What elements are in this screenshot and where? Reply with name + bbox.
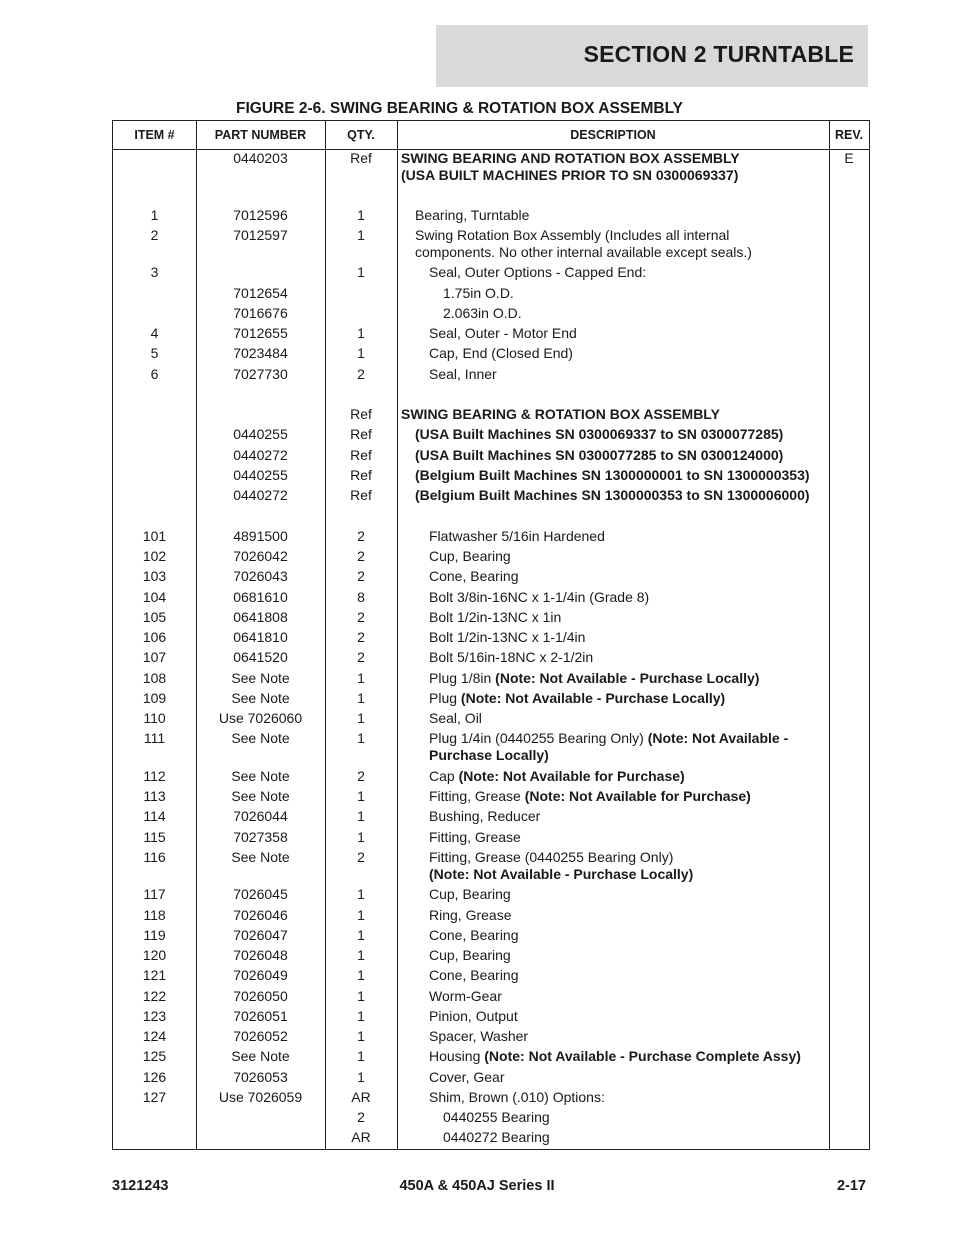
part-number-cell: 7027358 <box>233 829 288 845</box>
description-cell <box>401 947 859 964</box>
item-number-cell: 102 <box>142 548 167 564</box>
description-text: 0440272 Bearing <box>443 1129 550 1145</box>
qty-cell: Ref <box>350 426 372 442</box>
description-cell <box>401 609 859 626</box>
description-text: Bearing, Turntable <box>415 207 530 223</box>
description-cell <box>401 305 873 322</box>
description-cell <box>401 1129 873 1146</box>
item-number-cell: 4 <box>150 325 159 341</box>
item-number-cell: 103 <box>142 568 167 584</box>
description-cell <box>401 568 859 585</box>
part-number-cell: 7012597 <box>233 227 288 243</box>
qty-cell: 1 <box>357 808 365 824</box>
part-number-cell: 7026048 <box>233 947 288 963</box>
item-number-cell: 115 <box>143 829 166 845</box>
part-number-cell: See Note <box>231 690 290 706</box>
description-cell <box>401 649 859 666</box>
description-cell <box>401 589 859 606</box>
part-number-cell: 7026051 <box>233 1008 288 1024</box>
column-header-item: ITEM # <box>134 128 175 142</box>
part-number-cell: 0440272 <box>233 447 288 463</box>
description-text: (Belgium Built Machines SN 1300000353 to SN 1300006000) <box>415 487 810 503</box>
part-number-cell: 0440272 <box>233 487 288 503</box>
description-note: (Note: Not Available - Purchase Complete Assy) <box>484 1048 801 1064</box>
qty-cell: 2 <box>357 649 365 665</box>
description-text: Cover, Gear <box>429 1069 505 1085</box>
figure-title: FIGURE 2-6. SWING BEARING & ROTATION BOX ASSEMBLY <box>236 100 683 117</box>
column-header-description: DESCRIPTION <box>570 128 656 142</box>
description-text: Bolt 1/2in-13NC x 1-1/4in <box>429 629 586 645</box>
description-cell <box>401 325 859 342</box>
item-number-cell: 125 <box>142 1048 167 1064</box>
part-number-cell: 7026045 <box>233 886 288 902</box>
description-note: (Note: Not Available - Purchase Locally) <box>460 690 726 706</box>
item-number-cell: 124 <box>142 1028 167 1044</box>
qty-cell: 2 <box>357 568 365 584</box>
description-text: (Belgium Built Machines SN 1300000001 to SN 1300000353) <box>415 467 810 483</box>
parts-table <box>112 120 870 1150</box>
qty-cell: 1 <box>357 730 365 746</box>
footer-doc-number: 3121243 <box>112 1178 169 1194</box>
qty-cell: 1 <box>357 829 365 845</box>
section-title: SECTION 2 TURNTABLE <box>583 41 854 67</box>
description-cell <box>401 808 859 825</box>
description-text: Plug 1/4in (0440255 Bearing Only) <box>429 730 648 746</box>
description-cell <box>401 1048 859 1065</box>
item-number-cell: 119 <box>143 927 166 943</box>
description-text: Cup, Bearing <box>429 548 511 564</box>
footer-model: 450A & 450AJ Series II <box>399 1178 555 1194</box>
item-number-cell: 112 <box>143 768 166 784</box>
part-number-cell: 7012655 <box>233 325 288 341</box>
item-number-cell: 123 <box>142 1008 167 1024</box>
description-text: Shim, Brown (.010) Options: <box>429 1089 605 1105</box>
description-text: Seal, Outer Options - Capped End: <box>429 264 647 280</box>
item-number-cell: 5 <box>150 345 159 361</box>
description-continuation: (Note: Not Available - Purchase Locally) <box>429 866 694 882</box>
description-text: (USA Built Machines SN 0300077285 to SN 0300124000) <box>415 447 784 463</box>
description-text: Plug 1/8in <box>429 670 496 686</box>
qty-cell: Ref <box>350 406 372 422</box>
qty-cell: Ref <box>350 487 372 503</box>
description-cell <box>401 849 859 883</box>
section-banner <box>436 25 868 87</box>
qty-cell: 1 <box>357 1069 365 1085</box>
item-number-cell: 105 <box>142 609 167 625</box>
qty-cell: 1 <box>357 947 365 963</box>
part-number-cell: See Note <box>231 768 290 784</box>
description-text: Seal, Outer - Motor End <box>429 325 577 341</box>
qty-cell: Ref <box>350 150 372 166</box>
part-number-cell: 4891500 <box>233 528 288 544</box>
item-number-cell: 108 <box>142 670 167 686</box>
qty-cell: 1 <box>357 967 365 983</box>
part-number-cell: 7026044 <box>233 808 288 824</box>
description-text: Flatwasher 5/16in Hardened <box>429 528 605 544</box>
qty-cell: Ref <box>350 467 372 483</box>
item-number-cell: 126 <box>142 1069 167 1085</box>
description-text: SWING BEARING & ROTATION BOX ASSEMBLY <box>401 406 720 422</box>
description-cell <box>401 1089 859 1106</box>
description-cell <box>401 207 845 224</box>
item-number-cell: 117 <box>143 886 166 902</box>
part-number-cell: 0440203 <box>233 150 288 166</box>
description-text: Ring, Grease <box>429 907 512 923</box>
description-continuation: (USA BUILT MACHINES PRIOR TO SN 0300069337) <box>401 167 739 183</box>
description-text: Fitting, Grease <box>429 829 521 845</box>
description-text: Cap, End (Closed End) <box>429 345 573 361</box>
item-number-cell: 109 <box>142 690 167 706</box>
part-number-cell: 7012596 <box>233 207 288 223</box>
description-cell <box>401 345 859 362</box>
qty-cell: 2 <box>357 629 365 645</box>
description-text: (USA Built Machines SN 0300069337 to SN 0300077285) <box>415 426 784 442</box>
description-cell <box>401 285 873 302</box>
item-number-cell: 110 <box>143 710 166 726</box>
description-note: (Note: Not Available for Purchase) <box>524 788 751 804</box>
qty-cell: AR <box>351 1089 371 1105</box>
part-number-cell: Use 7026059 <box>218 1089 303 1105</box>
description-continuation: Purchase Locally) <box>429 747 549 763</box>
description-cell <box>401 467 845 484</box>
item-number-cell: 114 <box>143 808 166 824</box>
qty-cell: 1 <box>357 788 365 804</box>
description-cell <box>401 886 859 903</box>
qty-cell: 2 <box>357 1109 365 1125</box>
qty-cell: 2 <box>357 528 365 544</box>
description-cell <box>401 629 859 646</box>
description-cell <box>401 406 831 423</box>
description-cell <box>401 366 859 383</box>
description-text: Bushing, Reducer <box>429 808 541 824</box>
column-divider <box>397 121 398 1149</box>
part-number-cell: 7026053 <box>233 1069 288 1085</box>
description-text: Cone, Bearing <box>429 927 519 943</box>
description-text: Bolt 3/8in-16NC x 1-1/4in (Grade 8) <box>429 589 650 605</box>
description-note: (Note: Not Available - Purchase Locally) <box>495 670 760 686</box>
description-text: Housing <box>429 1048 485 1064</box>
part-number-cell: 7016676 <box>233 305 288 321</box>
qty-cell: 2 <box>357 609 365 625</box>
column-header-part-number: PART NUMBER <box>214 128 307 142</box>
qty-cell: 8 <box>357 589 365 605</box>
part-number-cell: See Note <box>231 849 290 865</box>
description-cell <box>401 528 859 545</box>
column-header-rev: REV. <box>834 128 864 142</box>
description-cell <box>401 1109 873 1126</box>
part-number-cell: See Note <box>231 788 290 804</box>
part-number-cell: Use 7026060 <box>218 710 303 726</box>
qty-cell: 1 <box>357 886 365 902</box>
qty-cell: 1 <box>357 227 365 243</box>
description-text: Cone, Bearing <box>429 967 519 983</box>
qty-cell: 1 <box>357 207 365 223</box>
description-text: Cup, Bearing <box>429 947 511 963</box>
qty-cell: 1 <box>357 690 365 706</box>
part-number-cell: 7026050 <box>233 988 288 1004</box>
description-text: Cap <box>429 768 459 784</box>
item-number-cell: 6 <box>150 366 159 382</box>
description-cell <box>401 710 859 727</box>
description-text: Fitting, Grease (0440255 Bearing Only) <box>429 849 674 865</box>
part-number-cell: 7027730 <box>233 366 288 382</box>
qty-cell: 1 <box>357 1048 365 1064</box>
qty-cell: 1 <box>357 670 365 686</box>
part-number-cell: 7026043 <box>233 568 288 584</box>
part-number-cell: 0440255 <box>233 426 288 442</box>
part-number-cell: 7026042 <box>233 548 288 564</box>
part-number-cell: 7026052 <box>233 1028 288 1044</box>
part-number-cell: 0641810 <box>233 629 288 645</box>
part-number-cell: See Note <box>231 670 290 686</box>
qty-cell: 1 <box>357 345 365 361</box>
item-number-cell: 3 <box>150 264 159 280</box>
description-text: Cup, Bearing <box>429 886 511 902</box>
description-cell <box>401 447 845 464</box>
part-number-cell: 0641520 <box>233 649 288 665</box>
description-text: Seal, Inner <box>429 366 497 382</box>
description-cell <box>401 768 859 785</box>
qty-cell: 2 <box>357 849 365 865</box>
part-number-cell: See Note <box>231 730 290 746</box>
item-number-cell: 1 <box>150 207 159 223</box>
rev-cell: E <box>844 150 854 166</box>
description-text: Bolt 1/2in-13NC x 1in <box>429 609 562 625</box>
qty-cell: 2 <box>357 366 365 382</box>
item-number-cell: 2 <box>150 227 159 243</box>
description-text: Swing Rotation Box Assembly (Includes all internal <box>415 227 730 243</box>
description-note: (Note: Not Available - <box>647 730 789 746</box>
item-number-cell: 111 <box>143 730 166 746</box>
description-cell <box>401 264 859 281</box>
qty-cell: 1 <box>357 325 365 341</box>
qty-cell: 1 <box>357 264 365 280</box>
description-text: Spacer, Washer <box>429 1028 529 1044</box>
item-number-cell: 113 <box>143 788 166 804</box>
qty-cell: 1 <box>357 907 365 923</box>
description-note: (Note: Not Available for Purchase) <box>458 768 685 784</box>
description-text: Cone, Bearing <box>429 568 519 584</box>
item-number-cell: 118 <box>143 907 166 923</box>
item-number-cell: 116 <box>143 849 166 865</box>
part-number-cell: 7012654 <box>233 285 288 301</box>
part-number-cell: 0440255 <box>233 467 288 483</box>
description-cell <box>401 227 845 261</box>
description-text: 2.063in O.D. <box>443 305 522 321</box>
description-text: Plug <box>429 690 461 706</box>
footer-page-number: 2-17 <box>836 1178 866 1194</box>
item-number-cell: 101 <box>142 528 167 544</box>
item-number-cell: 107 <box>142 649 167 665</box>
description-cell <box>401 907 859 924</box>
description-text: 1.75in O.D. <box>443 285 514 301</box>
qty-cell: 1 <box>357 988 365 1004</box>
qty-cell: 1 <box>357 927 365 943</box>
description-text: Bolt 5/16in-18NC x 2-1/2in <box>429 649 594 665</box>
description-cell <box>401 967 859 984</box>
qty-cell: Ref <box>350 447 372 463</box>
description-cell <box>401 927 859 944</box>
qty-cell: 2 <box>357 768 365 784</box>
item-number-cell: 106 <box>142 629 167 645</box>
qty-cell: 1 <box>357 710 365 726</box>
description-cell <box>401 788 859 805</box>
item-number-cell: 127 <box>142 1089 167 1105</box>
column-header-qty: QTY. <box>347 128 375 142</box>
part-number-cell: 7026047 <box>233 927 288 943</box>
description-cell <box>401 829 859 846</box>
item-number-cell: 122 <box>142 988 167 1004</box>
description-cell <box>401 1028 859 1045</box>
part-number-cell: 0641808 <box>233 609 288 625</box>
description-text: Pinion, Output <box>429 1008 518 1024</box>
item-number-cell: 120 <box>142 947 167 963</box>
description-cell <box>401 670 859 687</box>
description-cell <box>401 1069 859 1086</box>
description-cell <box>401 730 859 764</box>
description-text: Worm-Gear <box>429 988 502 1004</box>
description-cell <box>401 1008 859 1025</box>
description-cell <box>401 690 859 707</box>
description-cell <box>401 426 845 443</box>
item-number-cell: 104 <box>142 589 167 605</box>
description-cell <box>401 988 859 1005</box>
part-number-cell: 7026049 <box>233 967 288 983</box>
description-cell <box>401 487 845 504</box>
description-cell <box>401 548 859 565</box>
description-continuation: components. No other internal available except seals.) <box>415 244 752 260</box>
description-cell <box>401 150 831 184</box>
part-number-cell: 7023484 <box>233 345 288 361</box>
description-text: Fitting, Grease <box>429 788 525 804</box>
part-number-cell: 0681610 <box>233 589 288 605</box>
description-text: SWING BEARING AND ROTATION BOX ASSEMBLY <box>401 150 740 166</box>
part-number-cell: 7026046 <box>233 907 288 923</box>
description-text: Seal, Oil <box>429 710 482 726</box>
item-number-cell: 121 <box>142 967 167 983</box>
qty-cell: 2 <box>357 548 365 564</box>
qty-cell: AR <box>351 1129 371 1145</box>
qty-cell: 1 <box>357 1028 365 1044</box>
description-text: 0440255 Bearing <box>443 1109 550 1125</box>
part-number-cell: See Note <box>231 1048 290 1064</box>
qty-cell: 1 <box>357 1008 365 1024</box>
